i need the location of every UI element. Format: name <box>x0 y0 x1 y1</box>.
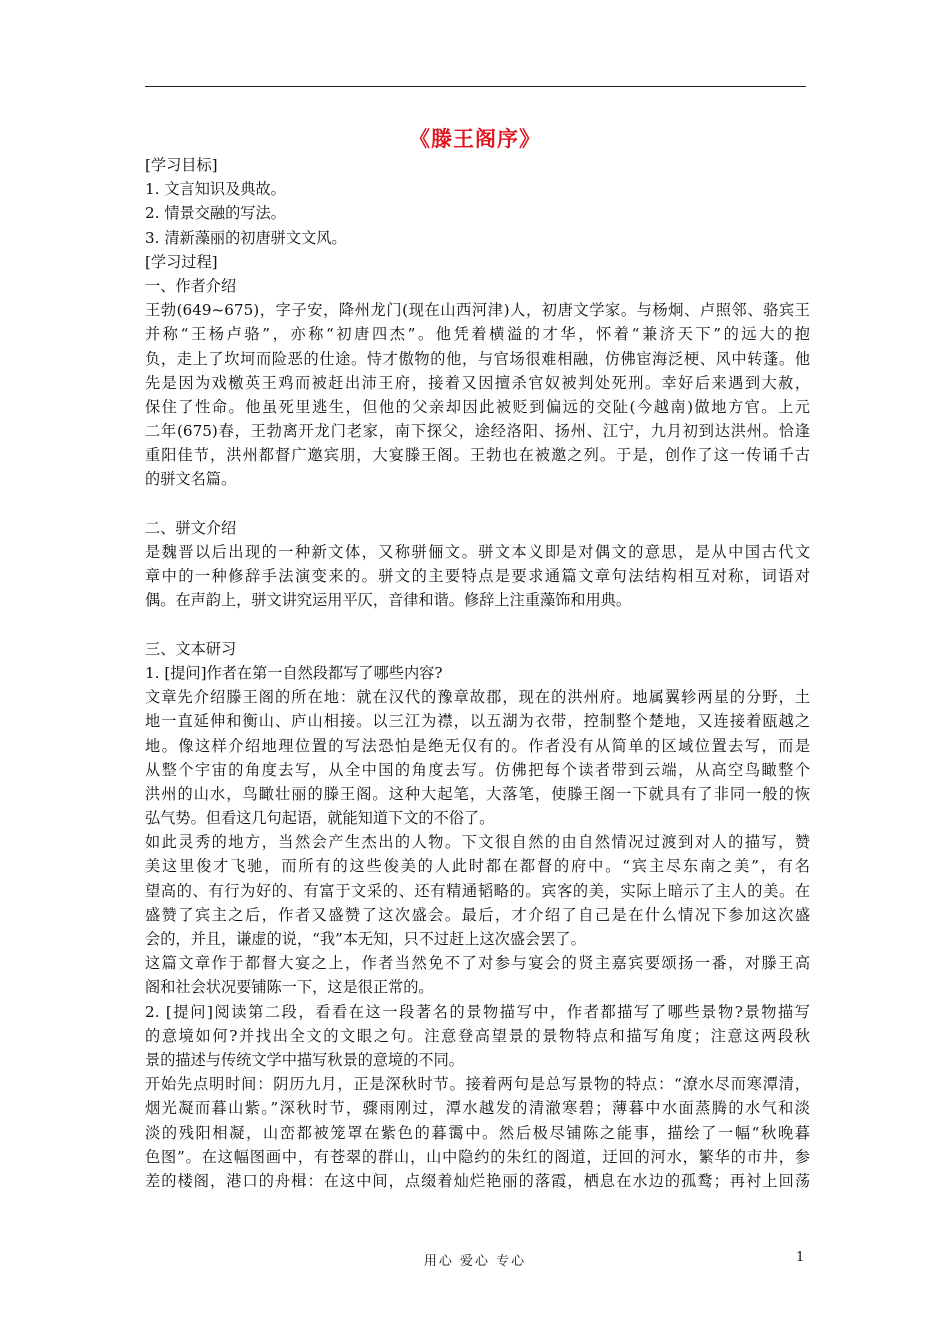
text-line: 洪州的山水，鸟瞰壮丽的滕王阁。这种大起笔，大落笔，使滕王阁一下就具有了非同一般的恢 <box>145 784 810 803</box>
text-line: [学习过程] <box>145 252 218 271</box>
text-line: 三、文本研习 <box>145 639 237 658</box>
document-body <box>145 153 810 1193</box>
text-line: 负，走上了坎坷而险恶的仕途。恃才傲物的他，与官场很难相融，仿佛宦海泛梗、风中转蓬。他 <box>145 349 810 368</box>
text-line: 淡的残阳相凝，山峦都被笼罩在紫色的暮霭中。然后极尽铺陈之能事，描绘了一幅“秋晚暮 <box>145 1123 810 1142</box>
text-line: 章中的一种修辞手法演变来的。骈文的主要特点是要求通篇文章句法结构相互对称，词语对 <box>145 567 810 586</box>
text-line: 一、作者介绍 <box>145 276 237 295</box>
text-line: 如此灵秀的地方，当然会产生杰出的人物。下文很自然的由自然情况过渡到对人的描写，赞 <box>145 833 810 852</box>
text-line: 色图”。在这幅图画中，有苍翠的群山，山中隐约的朱红的阁道，迂回的河水，繁华的市井，参 <box>145 1147 810 1166</box>
blank-line <box>145 492 810 516</box>
text-line: 3. 清新藻丽的初唐骈文文风。 <box>145 228 347 247</box>
text-line: 从整个宇宙的角度去写，从全中国的角度去写。仿佛把每个读者带到云端，从高空鸟瞰整个 <box>145 760 810 779</box>
header-rule <box>145 86 806 87</box>
text-line: 开始先点明时间：阴历九月，正是深秋时节。接着两句是总写景物的特点：“潦水尽而寒潭清， <box>145 1075 810 1094</box>
text-line: 保住了性命。他虽死里逃生，但他的父亲却因此被贬到偏远的交阯(今越南)做地方官。上元 <box>145 397 810 416</box>
text-line: 1. [提问]作者在第一自然段都写了哪些内容? <box>145 663 443 682</box>
text-line: 望高的、有行为好的、有富于文采的、还有精通韬略的。宾客的美，实际上暗示了主人的美。在 <box>145 881 810 900</box>
text-line: 地一直延伸和衡山、庐山相接。以三江为襟，以五湖为衣带，控制整个楚地，又连接着瓯越之 <box>145 712 810 731</box>
text-line: 地。像这样介绍地理位置的写法恐怕是绝无仅有的。作者没有从简单的区域位置去写，而是 <box>145 736 810 755</box>
text-line: 是魏晋以后出现的一种新文体，又称骈俪文。骈文本义即是对偶文的意思，是从中国古代文 <box>145 543 810 561</box>
page-number: 1 <box>796 1250 805 1265</box>
text-line: 会的，并且，谦虚的说，“我”本无知，只不过赶上这次盛会罢了。 <box>145 930 586 948</box>
text-line: 差的楼阁，港口的舟楫：在这中间，点缀着灿烂艳丽的落霞，栖息在水边的孤鹜；再衬上回荡 <box>145 1171 810 1190</box>
text-line: 2. 情景交融的写法。 <box>145 204 286 223</box>
blank-line <box>145 613 810 637</box>
text-line: 的骈文名篇。 <box>145 470 237 489</box>
text-line: 盛赞了宾主之后，作者又盛赞了这次盛会。最后，才介绍了自己是在什么情况下参加这次盛 <box>145 905 810 924</box>
text-line: 这篇文章作于都督大宴之上，作者当然免不了对参与宴会的贤主嘉宾要颂扬一番，对滕王高 <box>145 954 810 973</box>
text-line: 烟光凝而暮山紫。”深秋时节，骤雨刚过，潭水越发的清澈寒碧；薄暮中水面蒸腾的水气和淡 <box>145 1099 810 1118</box>
footer-motto: 用心 爱心 专心 <box>423 1254 527 1269</box>
text-line: 二、骈文介绍 <box>145 518 237 537</box>
text-line: 二年(675)春，王勃离开龙门老家，南下探父，途经洛阳、扬州、江宁，九月初到达洪州。恰逢 <box>145 422 810 441</box>
text-line: 重阳佳节，洪州都督广邀宾朋，大宴滕王阁。王勃也在被邀之列。于是，创作了这一传诵千古 <box>145 446 810 465</box>
page-footer <box>0 1250 950 1270</box>
text-line: 1. 文言知识及典故。 <box>145 180 286 199</box>
text-line: [学习目标] <box>145 156 218 174</box>
text-line: 王勃(649~675)，字子安，降州龙门(现在山西河津)人，初唐文学家。与杨炯、卢照邻、骆宾王 <box>145 301 810 320</box>
text-line: 2. [提问]阅读第二段，看看在这一段著名的景物描写中，作者都描写了哪些景物?景物描写 <box>145 1002 810 1021</box>
text-line: 并称“王杨卢骆”，亦称“初唐四杰”。他凭着横溢的才华，怀着“兼济天下”的远大的抱 <box>145 325 810 344</box>
text-line: 文章先介绍滕王阁的所在地：就在汉代的豫章故郡，现在的洪州府。地属翼轸两星的分野，土 <box>145 688 810 707</box>
text-line: 景的描述与传统文学中描写秋景的意境的不同。 <box>145 1050 464 1069</box>
text-line: 阁和社会状况要铺陈一下，这是很正常的。 <box>145 978 434 997</box>
text-line: 先是因为戏檄英王鸡而被赶出沛王府，接着又因擅杀官奴被判处死刑。幸好后来遇到大赦， <box>145 373 810 392</box>
text-line: 美这里俊才飞驰，而所有的这些俊美的人此时都在都督的府中。“宾主尽东南之美”，有名 <box>145 857 810 876</box>
document-title: 《滕王阁序》 <box>409 126 541 151</box>
text-line: 的意境如何?并找出全文的文眼之句。注意登高望景的景物特点和描写角度；注意这两段秋 <box>145 1026 810 1045</box>
text-line: 偶。在声韵上，骈文讲究运用平仄，音律和谐。修辞上注重藻饰和用典。 <box>145 591 631 610</box>
text-line: 弘气势。但看这几句起语，就能知道下文的不俗了。 <box>145 809 495 828</box>
